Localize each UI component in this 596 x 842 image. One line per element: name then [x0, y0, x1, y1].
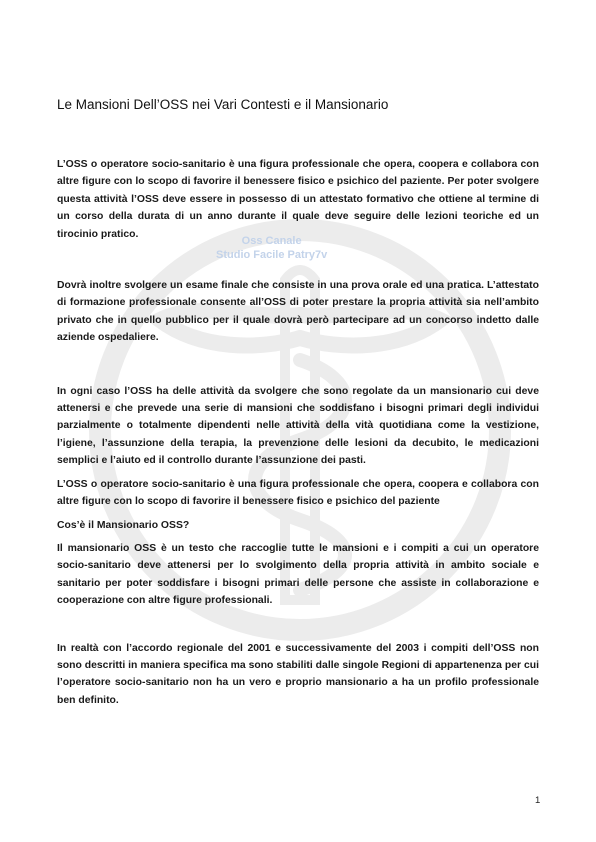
paragraph-exam: Dovrà inoltre svolgere un esame finale che consiste in una prova orale ed una pratica. L’attestato di formazione professionale consente all’OSS di poter prestare la propria attività sia nell’ambito privato che in quello pubblico per il quale dovrà però partecipare ad un concorso indetto dalle aziende ospedaliere.	[57, 280, 539, 344]
watermark-line-1: Oss Canale	[241, 235, 302, 247]
document-content	[57, 96, 539, 709]
paragraph-duties: In ogni caso l’OSS ha delle attività da svolgere che sono regolate da un mansionario cui deve attenersi e che prevede una serie di mansioni che soddisfano i bisogni primari degli individui parzialmente o totalmente dipendenti nelle attività della vità quotidiana come la vestizione, l’igiene, l’assunzione della terapia, la prevenzione delle lesioni da decubito, le medicazioni semplici e l’aiuto ed il controllo durante l’assunzione dei pasti.	[57, 385, 539, 467]
paragraph-intro: L’OSS o operatore socio-sanitario è una figura professionale che opera, coopera e collabora con altre figure con lo scopo di favorire il benessere fisico e psichico del paziente. Per poter svolgere questa attività l’OSS deve essere in possesso di un attestato formativo che ottiene al termine di un corso della durata di un anno durante il quale deve seguire delle lezioni teoriche ed un tirocinio pratico.	[57, 159, 539, 240]
paragraph-mansionario: Il mansionario OSS è un testo che raccoglie tutte le mansioni e i compiti a cui un operatore socio-sanitario deve attenersi per lo svolgimento della propria attività in ambito sociale e sanitario per poter soddisfare i bisogni primari delle persone che assiste in collaborazione e cooperazione con altre figure professionali.	[57, 542, 539, 607]
paragraph-definition: L’OSS o operatore socio-sanitario è una figura professionale che opera, coopera e collabora con altre figure con lo scopo di favorire il benessere fisico e psichico del paziente	[57, 478, 539, 508]
paragraph-regional-agreement: In realtà con l’accordo regionale del 2001 e successivamente del 2003 i compiti dell’OSS non sono descritti in maniera specifica ma sono stabiliti dalle singole Regioni di appartenenza per cui l’operatore socio-sanitario non ha un vero e proprio mansionario a ha un profilo professionale ben definito.	[57, 642, 539, 706]
page-number: 1	[535, 795, 541, 806]
document-title: Le Mansioni Dell’OSS nei Vari Contesti e il Mansionario	[57, 97, 389, 112]
section-heading-mansionario: Cos’è il Mansionario OSS?	[57, 519, 190, 531]
watermark-line-2: Studio Facile Patry7v	[216, 249, 328, 261]
